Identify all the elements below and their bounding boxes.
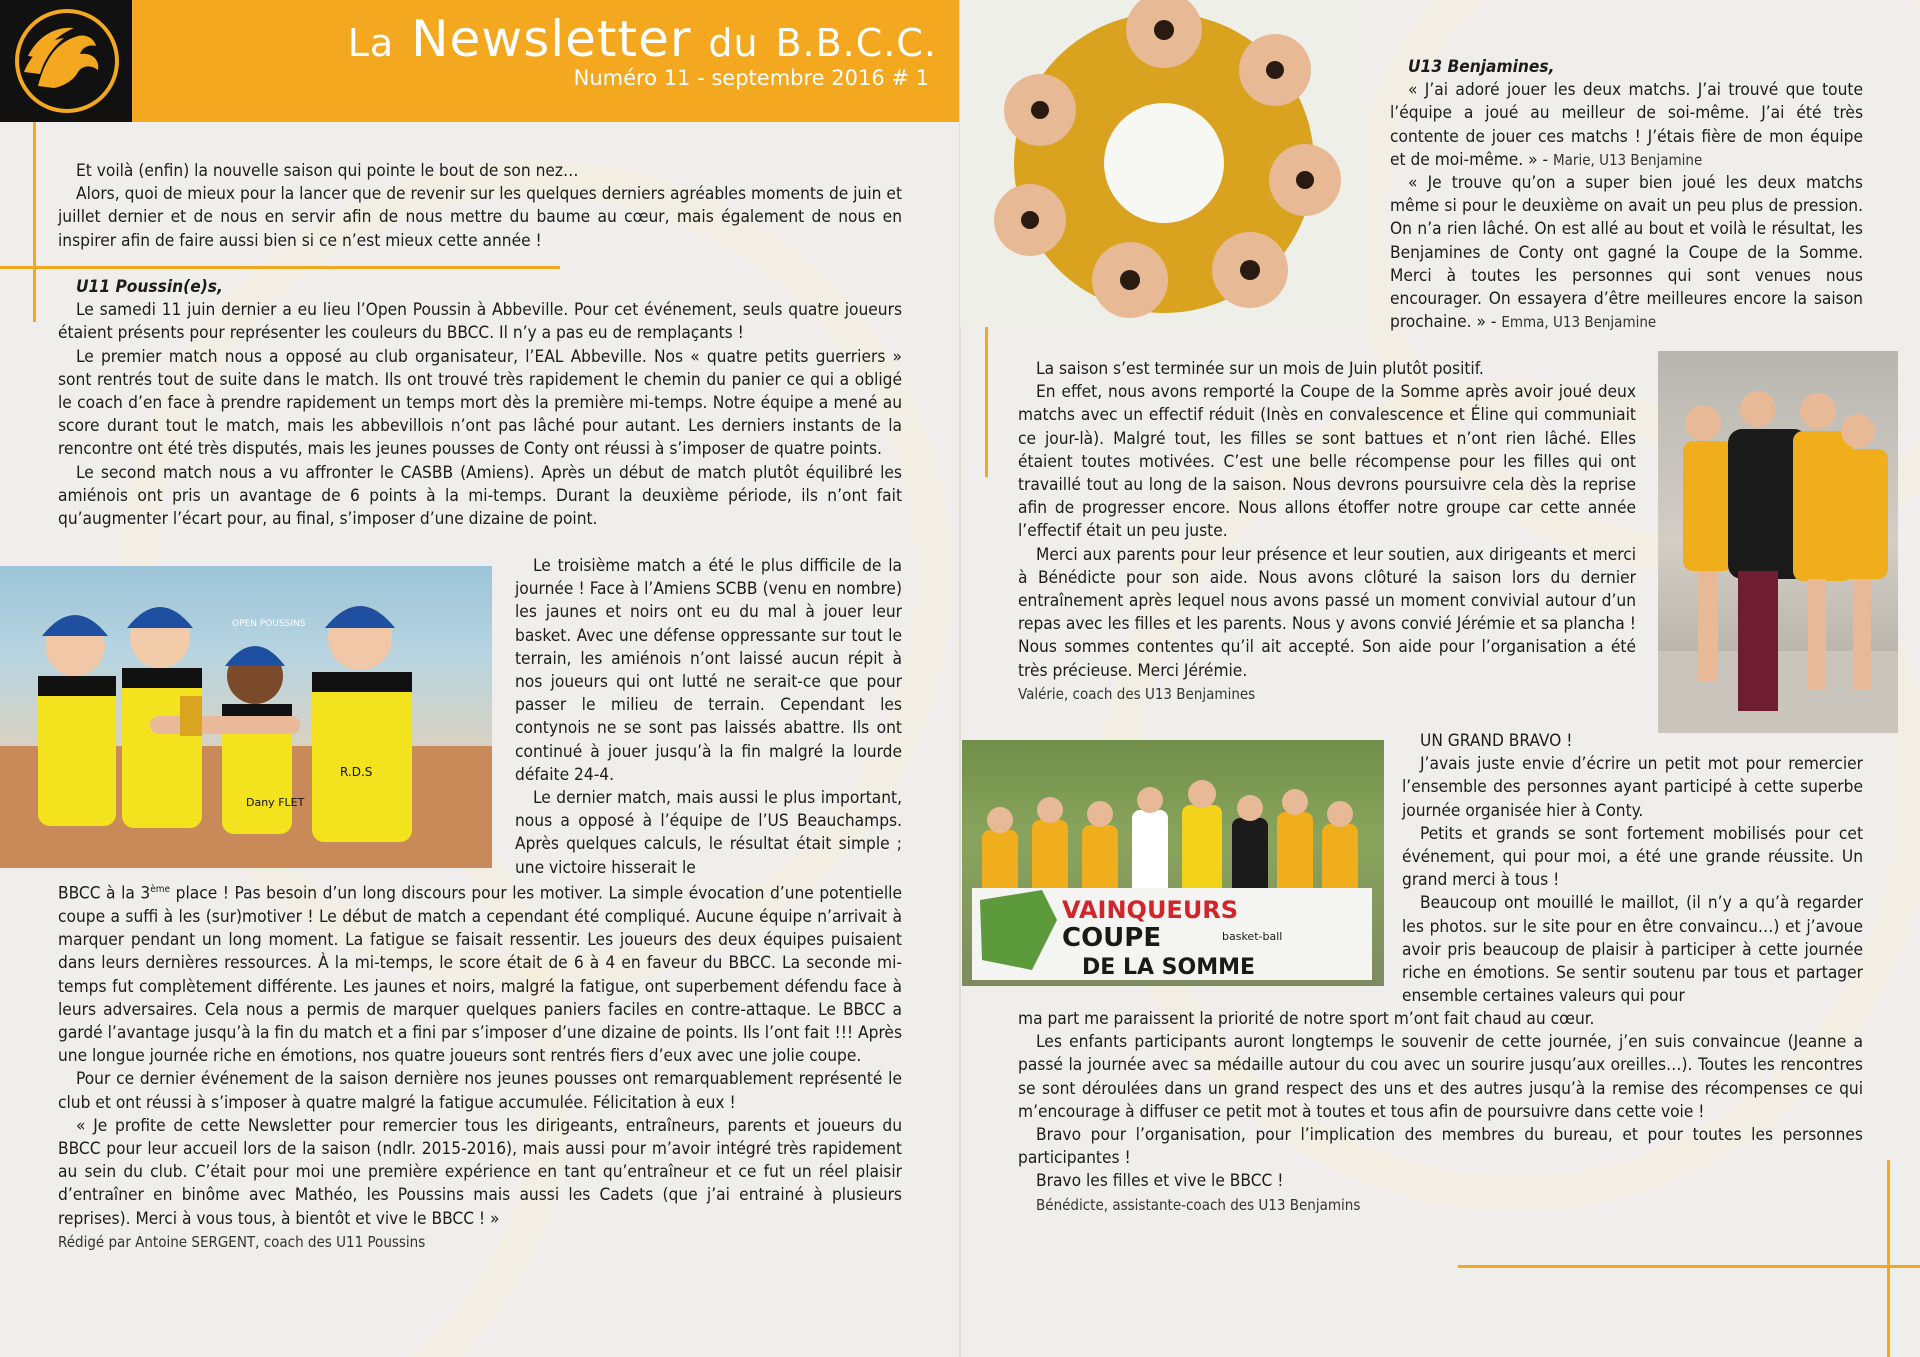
banner-line1: VAINQUEURS	[1062, 896, 1239, 924]
decor-line	[1458, 1265, 1920, 1268]
pegasus-icon	[8, 6, 126, 116]
u13-signature: Valérie, coach des U13 Benjamines	[1018, 684, 1256, 703]
decor-line	[0, 266, 560, 269]
u13-heading: U13 Benjamines,	[1408, 57, 1555, 77]
club-logo	[0, 0, 132, 122]
u13-quotes: U13 Benjamines, « J’ai adoré jouer les deux matchs. J’ai trouvé que toute l’équipe a joué au meilleur de soi-même. J’ai été très contente de jouer ces matchs ! J’étais fière de mon équipe et de moi-même. » - Marie, U13 Benjamine « Je trouve qu’on a super bien joué les deux matchs même si pour le deuxième on avait un peu plus de pression. On n’a rien lâché. On est allé au bout et voilà le résultat, les Benjamines de Conty ont gagné la Coupe de la Somme. Merci à toutes les personnes qui sont venues nous encourager. On essayera d’être meilleures encore la saison prochaine. » - Emma, U13 Benjamine	[1390, 57, 1863, 333]
u11-signature: Rédigé par Antoine SERGENT, coach des U11 Poussins	[58, 1232, 426, 1251]
jersey-label: R.D.S	[340, 765, 373, 779]
decor-line	[1887, 1160, 1890, 1357]
banner-line3: DE LA SOMME	[1082, 955, 1256, 980]
u11-team-photo	[0, 566, 492, 868]
issue-number: Numéro 11 - septembre 2016 # 1	[573, 66, 929, 90]
u13-huddle-photo	[960, 0, 1368, 327]
banner-tag: basket-ball	[1222, 930, 1283, 943]
u11-heading: U11 Poussin(e)s,	[76, 277, 223, 297]
decor-line	[33, 122, 36, 322]
cap-label: OPEN POUSSINS	[232, 619, 306, 629]
jersey-label: Dany FLET	[246, 796, 305, 809]
bravo-section: UN GRAND BRAVO ! J’avais juste envie d’écrire un petit mot pour remercier l’ensemble des personnes ayant participé à cette superbe journée organisée hier à Conty. Petits et grands se sont fortement mobilisés pour cet événement, qui pour moi, a été une grande réussite. Un grand merci à tous ! Beaucoup ont mouillé le maillot, (il n’y a qu’à regarder les photos. sur le site pour en être convaincu…) et j’avoue avoir pris beaucoup de plaisir à participer à cette journée riche en émotions. Se sentir soutenu par tous et partager ensemble certaines valeurs qui pour	[1402, 731, 1863, 1007]
u13-report: La saison s’est terminée sur un mois de Juin plutôt positif. En effet, nous avons remporté la Coupe de la Somme après avoir joué deux matchs avec un effectif réduit (Inès en convalescence et Éline qui communiait ce jour-là). Malgré tout, les filles se sont battues et n’ont rien lâché. Elles étaient toutes motivées. C’est une belle récompense pour les filles qui ont travaillé tout au long de la saison. Nous devrons poursuivre cela dès la reprise afin de progresser encore. Nous allons étoffer notre groupe car cette année l’effectif était un peu juste. Merci aux parents pour leur présence et leur soutien, aux dirigeants et merci à Bénédicte pour son aide. Nous avons clôturé la saison lors du dernier entraînement après lequel nous avons passé un moment convivial autour d’un repas avec les filles et les parents. Nous y avons convié Jérémie et sa plancha ! Nous sommes contentes qu’il ait accepté. Son aide pour l’organisation a été très précieuse. Merci Jérémie. Valérie, coach des U13 Benjamines	[1018, 358, 1636, 706]
u11-bottom-text: BBCC à la 3ème place ! Pas besoin d’un long discours pour les motiver. La simple évocation d’une potentielle coupe a suffi à les (sur)motiver ! Le début de match a cependant été compliqué. Aucune équipe n’arrivait à marquer pendant un long moment. La fatigue se faisait ressentir. Les joueurs des deux équipes puisaient dans leurs dernières ressources. À la mi-temps, le score était de 6 à 4 en faveur du BBCC. La seconde mi-temps fut complètement différente. Les jaunes et noirs, malgré la fatigue, ont superbement défendu face à leurs adversaires. Cela nous a permis de marquer quelques paniers faciles en contre-attaque. Le BBCC a gardé l’avantage jusqu’à la fin du match et a fini par s’imposer d’une dizaine de points. Ils l’ont fait !!! Après une longue journée riche en émotions, nos quatre joueurs sont rentrés fiers d’eux avec une jolie coupe. Pour ce dernier événement de la saison dernière nos jeunes pousses ont remarquablement représenté le club et ont réussi à s’imposer à quatre malgré la fatigue accumulée. Félicitation à eux ! « Je profite de cette Newsletter pour remercier tous les dirigeants, entraîneurs, parents et joueurs du BBCC pour leur accueil lors de la saison (ndlr. 2015-2016), mais aussi pour m’avoir intégré très rapidement au sein du club. C’était pour moi une première expérience en tant qu’entraîneur et ce fut un réel plaisir d’entraîner en binôme avec Mathéo, les Poussins mais aussi les Cadets (que j’ai entrainé à plusieurs reprises). Merci à vous tous, à bientôt et vive le BBCC ! » Rédigé par Antoine SERGENT, coach des U11 Poussins	[58, 878, 902, 1254]
bravo-heading: UN GRAND BRAVO !	[1420, 731, 1573, 751]
u11-middle-text: Le troisième match a été le plus difficile de la journée ! Face à l’Amiens SCBB (venu en nombre) les jaunes et noirs ont eu du mal à jouer leur basket. Avec une défense oppressante sur tout le terrain, les amiénois n’ont laissé aucun répit à nos joueurs qui ont lutté ne serait-ce que pour passer le milieu de terrain. Cependant les contynois ne se sont pas laissés abattre. Ils ont continué à jouer jusqu’à la fin malgré la lourde défaite 24-4. Le dernier match, mais aussi le plus important, nous a opposé à l’équipe de l’US Beauchamps. Après quelques calculs, le résultat était simple ; une victoire hisserait le	[515, 556, 902, 878]
bravo-bottom-text: ma part me paraissent la priorité de notre sport m’ont fait chaud au cœur. Les enfants participants auront longtemps le souvenir de cette journée, j’en suis convaincue (Jeanne a passé la journée avec sa médaille autour du cou avec un sourire jusqu’aux oreilles…). Toutes les rencontres se sont déroulées dans un grand respect des uns et des autres jusqu’à la remise des récompenses ce qui m’encourage à diffuser ce petit mot à toutes et tous afin de poursuivre dans cette voie ! Bravo pour l’organisation, pour l’implication des membres du bureau, et pour toutes les personnes participantes ! Bravo les filles et vive le BBCC ! Bénédicte, assistante-coach des U13 Benjamins	[1018, 1008, 1863, 1217]
newsletter-header	[0, 0, 959, 122]
bravo-signature: Bénédicte, assistante-coach des U13 Benjamins	[1036, 1195, 1361, 1214]
banner-line2: COUPE	[1062, 923, 1162, 953]
newsletter-title: La Newsletter du B.B.C.C.	[347, 10, 937, 68]
coupe-somme-photo	[962, 740, 1384, 986]
u13-celebration-photo	[1658, 351, 1898, 733]
decor-line	[985, 322, 988, 477]
intro-text: Et voilà (enfin) la nouvelle saison qui pointe le bout de son nez… Alors, quoi de mieux pour la lancer que de revenir sur les quelques derniers agréables moments de juin et juillet dernier et de nous en servir afin de nous mettre du baume au cœur, mais également de nous en inspirer afin de faire aussi bien si ce n’est mieux cette année !	[58, 161, 902, 251]
u11-section: U11 Poussin(e)s, Le samedi 11 juin dernier a eu lieu l’Open Poussin à Abbeville. Pour cet événement, seuls quatre joueurs étaient présents pour représenter les couleurs du BBCC. Il n’y a pas eu de remplaçants ! Le premier match nous a opposé au club organisateur, l’EAL Abbeville. Nos « quatre petits guerriers » sont rentrés tout de suite dans le match. Ils ont trouvé très rapidement le chemin du panier ce qui a obligé le coach d’en face à prendre rapidement un temps mort dès la première mi-temps. Notre équipe a mené au score durant tout le match, mais les abbevillois n’ont pas lâché pour autant. Les derniers instants de la rencontre ont été très disputés, mais les jeunes pousses de Conty ont réussi à s’imposer de quatre points. Le second match nous a vu affronter le CASBB (Amiens). Après un début de match plutôt équilibré les amiénois ont pris un avantage de 6 points à la mi-temps. Durant la deuxième période, ils n’ont fait qu’augmenter l’écart pour, au final, s’imposer d’une dizaine de point.	[58, 277, 902, 530]
